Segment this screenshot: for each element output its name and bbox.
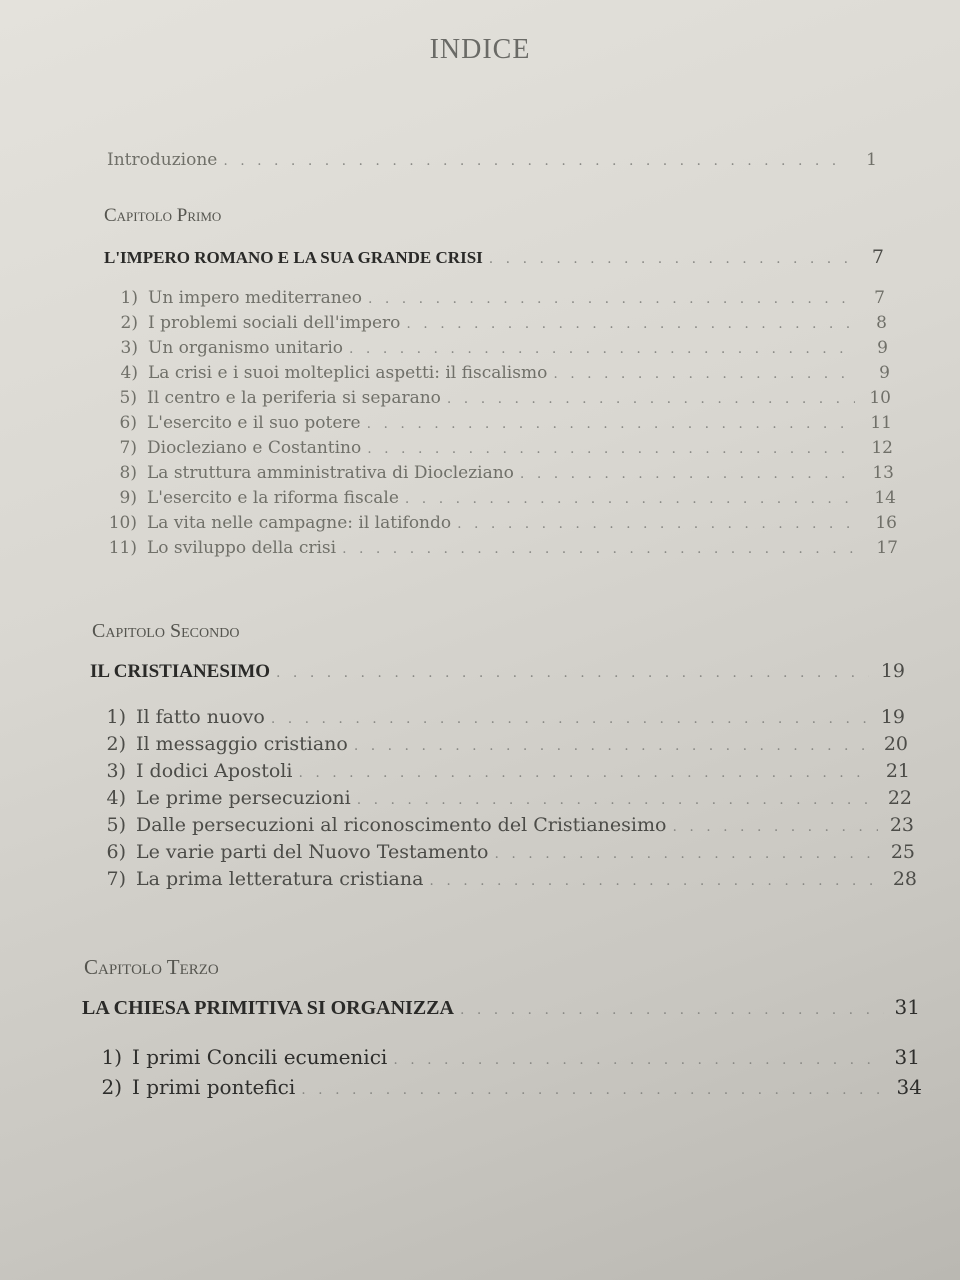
toc-entry-label: La struttura amministrativa di Diocleziano: [147, 463, 514, 483]
toc-page-number: 7: [871, 246, 884, 268]
toc-entry-label: Un organismo unitario: [148, 338, 344, 358]
chapter-title: IL CRISTIANESIMO: [90, 661, 271, 682]
toc-entry: [97, 538, 898, 558]
toc-page-number: 14: [874, 488, 896, 508]
dot-leader: [349, 341, 852, 357]
toc-entry-label: Lo sviluppo della crisi: [147, 538, 337, 558]
dot-leader: [354, 738, 872, 754]
dot-leader: [276, 665, 869, 681]
toc-page-number: 8: [876, 313, 887, 333]
toc-entry-label: Introduzione: [107, 150, 218, 170]
toc-entry-number: 4): [106, 787, 126, 809]
toc-page-number: 11: [870, 413, 892, 433]
toc-page-number: 16: [875, 513, 897, 533]
toc-entry-number: 10): [108, 513, 137, 533]
toc-entry-number: 8): [119, 463, 137, 483]
page-title: INDICE: [429, 34, 531, 65]
dot-leader: [393, 1052, 884, 1068]
toc-entry-introduction: [107, 150, 877, 170]
toc-entry-number: 2): [101, 1075, 122, 1099]
toc-entry-label: La prima letteratura cristiana: [136, 868, 424, 890]
toc-page-number: 10: [869, 388, 891, 408]
toc-entry-number: 2): [106, 733, 126, 755]
toc-entry-number: 6): [119, 413, 137, 433]
toc-entry-label: La crisi e i suoi molteplici aspetti: il fiscalismo: [148, 363, 548, 383]
toc-entry-label: Un impero mediterraneo: [148, 288, 362, 308]
toc-page-number: 31: [894, 1045, 920, 1069]
toc-page-number: 13: [872, 463, 894, 483]
chapter-title: LA CHIESA PRIMITIVA SI ORGANIZZA: [82, 997, 454, 1019]
chapter-heading: [90, 660, 905, 683]
toc-entry-number: 11): [108, 538, 137, 558]
toc-page-number: 23: [889, 814, 914, 836]
toc-page-number: 21: [885, 760, 910, 782]
toc-entry: [99, 463, 894, 483]
toc-entry: [100, 288, 885, 308]
dot-leader: [342, 541, 862, 557]
dot-leader: [460, 1002, 884, 1018]
dot-leader: [367, 416, 856, 432]
dot-leader: [672, 819, 878, 835]
toc-entry-number: 3): [106, 760, 126, 782]
toc-entry-label: Le prime persecuzioni: [136, 787, 351, 809]
dot-leader: [429, 873, 881, 889]
dot-leader: [298, 765, 874, 781]
toc-entry-label: I dodici Apostoli: [136, 760, 293, 782]
toc-page-number: 7: [874, 288, 885, 308]
dot-leader: [301, 1082, 886, 1098]
dot-leader: [406, 316, 851, 332]
toc-entry-number: 5): [106, 814, 126, 836]
toc-entry: [100, 760, 910, 782]
dot-leader: [447, 391, 855, 407]
toc-entry-number: 6): [106, 841, 126, 863]
dot-leader: [405, 491, 860, 507]
toc-entry-number: 2): [120, 313, 138, 333]
toc-page-number: 12: [871, 438, 893, 458]
chapter-caption: Capitolo Terzo: [84, 955, 219, 979]
toc-page-number: 22: [887, 787, 912, 809]
toc-entry-number: 5): [119, 388, 137, 408]
toc-entry-label: I primi pontefici: [132, 1075, 296, 1099]
toc-entry-label: Dalle persecuzioni al riconoscimento del Cristianesimo: [136, 814, 667, 836]
toc-entry-number: 4): [120, 363, 138, 383]
dot-leader: [553, 366, 854, 382]
toc-entry-number: 1): [120, 288, 138, 308]
toc-entry-label: Le varie parti del Nuovo Testamento: [136, 841, 489, 863]
toc-page-number: 17: [876, 538, 898, 558]
toc-entry-label: L'esercito e la riforma fiscale: [147, 488, 399, 508]
toc-entry: [92, 1045, 920, 1069]
toc-entry-label: I primi Concili ecumenici: [132, 1045, 388, 1069]
toc-page-number: 34: [896, 1075, 922, 1099]
toc-page-number: 19: [880, 660, 905, 682]
toc-entry-label: La vita nelle campagne: il latifondo: [147, 513, 452, 533]
toc-entry-number: 1): [106, 706, 126, 728]
toc-entry-number: 7): [119, 438, 137, 458]
toc-page-number: 20: [883, 733, 908, 755]
dot-leader: [271, 711, 869, 727]
toc-entry-label: L'esercito e il suo potere: [147, 413, 361, 433]
toc-entry: [100, 814, 914, 836]
dot-leader: [495, 846, 880, 862]
toc-entry-label: Il fatto nuovo: [136, 706, 265, 728]
dot-leader: [368, 291, 849, 307]
toc-entry: [99, 388, 891, 408]
chapter-heading: [104, 246, 884, 268]
chapter-heading: [82, 995, 920, 1020]
toc-entry-label: Il messaggio cristiano: [136, 733, 348, 755]
toc-page-number: 25: [890, 841, 915, 863]
toc-page-number: 9: [877, 338, 888, 358]
toc-entry-label: Il centro e la periferia si separano: [147, 388, 441, 408]
toc-page-number: 9: [879, 363, 890, 383]
toc-page-number: 19: [880, 706, 905, 728]
toc-entry: [99, 488, 896, 508]
toc-entry: [100, 363, 890, 383]
toc-entry: [100, 338, 888, 358]
chapter-caption: Capitolo Primo: [104, 205, 222, 226]
toc-page-number: 28: [892, 868, 917, 890]
chapter-title: L'IMPERO ROMANO E LA SUA GRANDE CRISI: [104, 248, 483, 267]
dot-leader: [357, 792, 876, 808]
toc-page-number: 31: [894, 995, 920, 1019]
toc-entry: [99, 438, 893, 458]
toc-entry-number: 7): [106, 868, 126, 890]
toc-entry: [100, 733, 908, 755]
dot-leader: [457, 516, 861, 532]
dot-leader: [520, 466, 858, 482]
toc-entry-number: 3): [120, 338, 138, 358]
toc-entry: [100, 868, 917, 890]
toc-entry-label: Diocleziano e Costantino: [147, 438, 362, 458]
toc-entry: [92, 1075, 922, 1099]
toc-entry: [100, 706, 905, 728]
toc-entry-number: 1): [101, 1045, 122, 1069]
toc-entry: [99, 413, 892, 433]
dot-leader: [489, 251, 848, 267]
toc-entry: [100, 841, 915, 863]
toc-entry-number: 9): [119, 488, 137, 508]
toc-page-number: 1: [866, 150, 877, 170]
toc-entry-label: I problemi sociali dell'impero: [148, 313, 401, 333]
dot-leader: [367, 441, 857, 457]
chapter-caption: Capitolo Secondo: [92, 620, 240, 642]
dot-leader: [223, 153, 841, 169]
toc-entry: [97, 513, 897, 533]
toc-entry: [100, 313, 887, 333]
toc-entry: [100, 787, 912, 809]
